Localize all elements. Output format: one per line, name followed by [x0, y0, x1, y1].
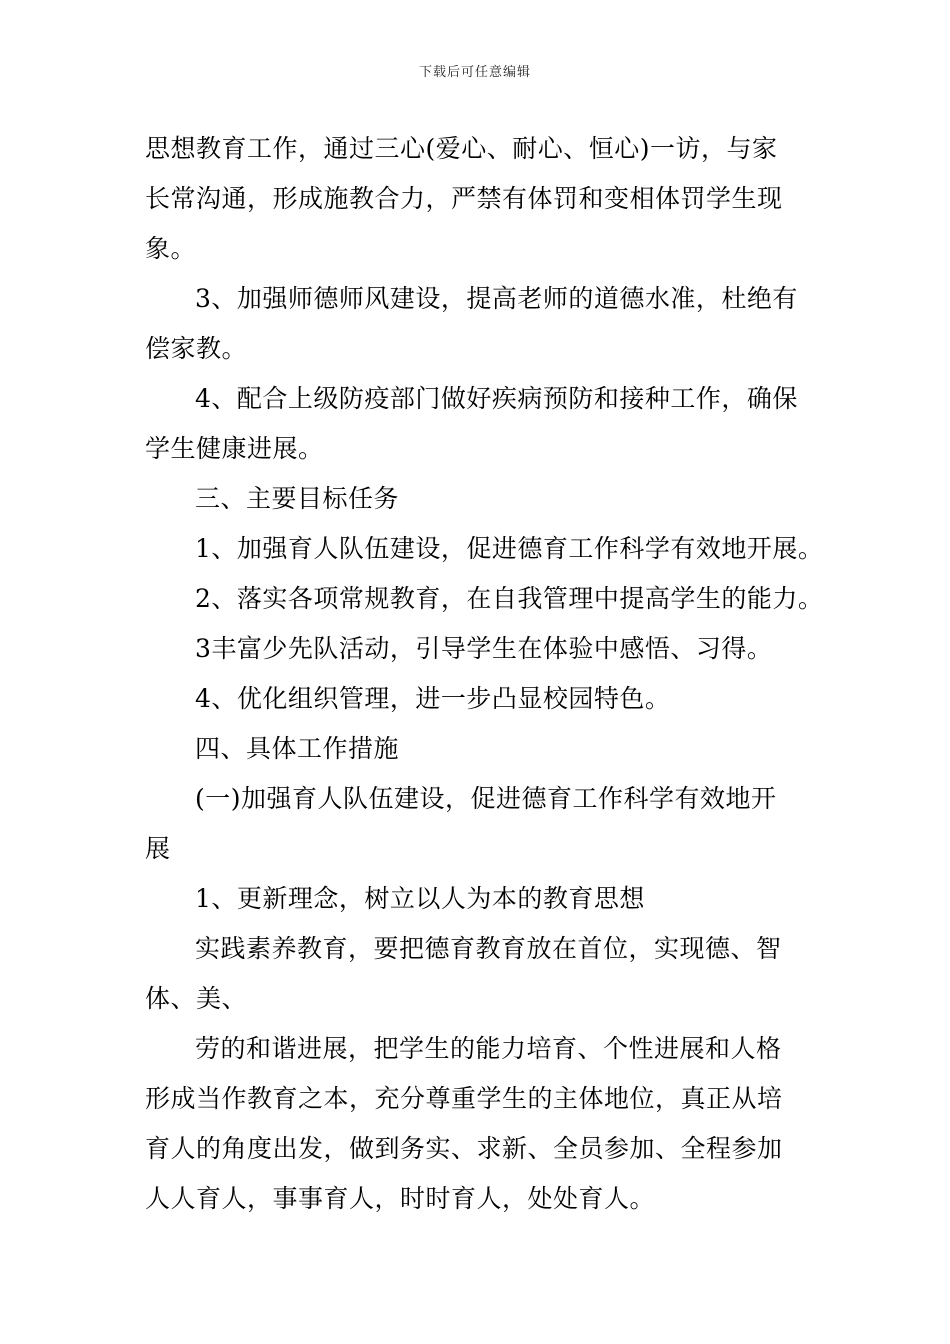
- text-line: 学生健康进展。: [145, 434, 324, 463]
- text-line: 思想教育工作，通过三心(爱心、耐心、恒心)一访，与家: [145, 134, 778, 163]
- section-heading: 四、具体工作措施: [195, 734, 400, 763]
- document-body: [145, 124, 824, 1224]
- text-line: 人人育人，事事育人，时时育人，处处育人。: [145, 1184, 656, 1213]
- text-line: 1、更新理念，树立以人为本的教育思想: [195, 884, 645, 913]
- text-line: 长常沟通，形成施教合力，严禁有体罚和变相体罚学生现: [145, 184, 783, 213]
- text-line: 2、落实各项常规教育，在自我管理中提高学生的能力。: [195, 584, 824, 613]
- section-heading: 三、主要目标任务: [195, 484, 400, 513]
- text-line: 象。: [145, 234, 197, 263]
- text-line: 形成当作教育之本，充分尊重学生的主体地位，真正从培: [145, 1084, 783, 1113]
- text-line: 3、加强师德师风建设，提高老师的道德水准，杜绝有: [195, 284, 798, 313]
- subsection-heading: (一)加强育人队伍建设，促进德育工作科学有效地开: [195, 784, 777, 813]
- text-line: 4、优化组织管理，进一步凸显校园特色。: [195, 684, 671, 713]
- text-line: 展: [145, 834, 171, 863]
- page-header-note: 下载后可任意编辑: [418, 65, 531, 80]
- text-line: 偿家教。: [145, 334, 248, 363]
- text-line: 1、加强育人队伍建设，促进德育工作科学有效地开展。: [195, 534, 824, 563]
- text-line: 实践素养教育，要把德育教育放在首位，实现德、智: [195, 934, 782, 963]
- text-line: 育人的角度出发，做到务实、求新、全员参加、全程参加: [145, 1134, 783, 1163]
- text-line: 3丰富少先队活动，引导学生在体验中感悟、习得。: [195, 634, 773, 663]
- text-line: 4、配合上级防疫部门做好疾病预防和接种工作，确保: [195, 384, 798, 413]
- text-line: 体、美、: [145, 984, 248, 1013]
- text-line: 劳的和谐进展，把学生的能力培育、个性进展和人格: [195, 1034, 782, 1063]
